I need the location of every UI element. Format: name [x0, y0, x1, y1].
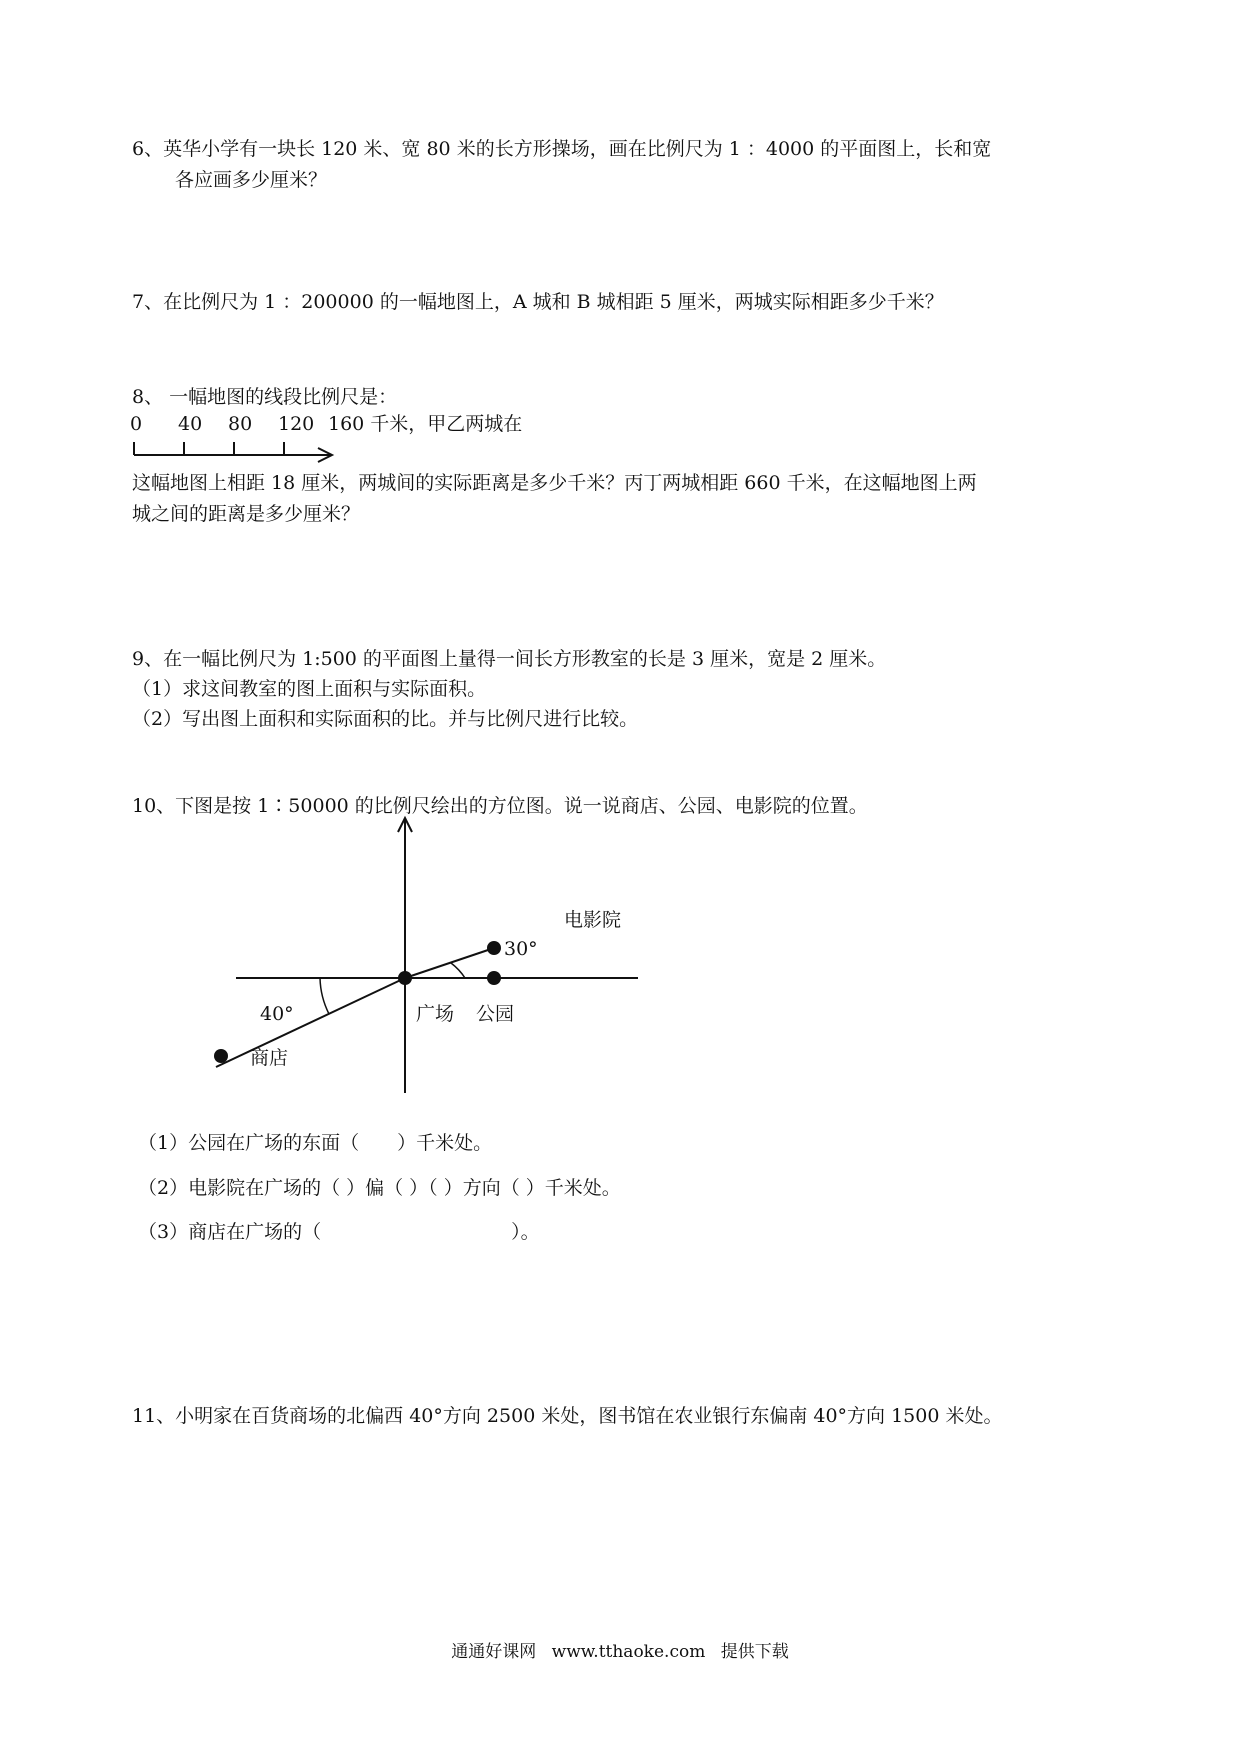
question-6-line-1: 6、英华小学有一块长 120 米、宽 80 米的长方形操场，画在比例尺为 1 ：4000 的平面图上，长和宽	[132, 138, 992, 160]
question-10-sub-2: （2）电影院在广场的（ ）偏（ ）（ ）方向（ ）千米处。	[138, 1177, 621, 1199]
footer-url[interactable]: www.tthaoke.com	[551, 1642, 706, 1662]
footer-suffix: 提供下载	[720, 1642, 789, 1662]
question-9: 9、在一幅比例尺为 1:500 的平面图上量得一间长方形教室的长是 3 厘米，宽是 2 厘米。	[132, 648, 887, 670]
question-11: 11、小明家在百货商场的北偏西 40°方向 2500 米处，图书馆在农业银行东偏南 40°方向 1500 米处。	[132, 1405, 1003, 1427]
square-label: 广场	[416, 1003, 455, 1025]
scale-tick-label-40: 40	[178, 413, 203, 435]
question-8-intro: 8、 一幅地图的线段比例尺是：	[132, 386, 398, 408]
scale-tick-label-80: 80	[228, 413, 253, 435]
park-point	[487, 971, 501, 985]
question-6-line-2: 各应画多少厘米？	[175, 169, 328, 191]
question-7: 7、在比例尺为 1 ：200000 的一幅地图上，A 城和 B 城相距 5 厘米，两城实际相距多少千米？	[132, 291, 944, 313]
question-8-line-3: 城之间的距离是多少厘米？	[132, 503, 361, 525]
question-9-sub-2: （2）写出图上面积和实际面积的比。并与比例尺进行比较。	[132, 708, 639, 730]
scale-end-label: 160 千米，甲乙两城在	[328, 413, 523, 435]
shop-angle-label: 40°	[260, 1003, 294, 1025]
scale-tick-label-0: 0	[130, 413, 143, 435]
cinema-label: 电影院	[564, 909, 622, 931]
cinema-angle-label: 30°	[504, 938, 538, 960]
question-10-sub-3: （3）商店在广场的（ ）。	[138, 1221, 540, 1243]
question-9-sub-1: （1）求这间教室的图上面积与实际面积。	[132, 678, 487, 700]
cinema-ray	[405, 948, 494, 978]
shop-label: 商店	[250, 1047, 289, 1069]
shop-angle-arc	[320, 978, 329, 1014]
scale-tick-label-120: 120	[278, 413, 315, 435]
page-footer	[0, 1640, 1240, 1664]
square-point	[398, 971, 412, 985]
direction-diagram	[200, 810, 760, 1110]
cinema-point	[487, 941, 501, 955]
question-8-line-2: 这幅地图上相距 18 厘米，两城间的实际距离是多少千米？丙丁两城相距 660 千米，在这幅地图上两	[132, 472, 977, 494]
shop-ray	[216, 978, 405, 1067]
footer-site-name: 通通好课网	[451, 1642, 537, 1662]
question-10-sub-1: （1）公园在广场的东面（ ）千米处。	[138, 1132, 493, 1154]
question-10: 10、下图是按 1∶50000 的比例尺绘出的方位图。说一说商店、公园、电影院的位置。	[132, 795, 868, 817]
cinema-angle-arc	[451, 963, 465, 978]
line-scale-bar	[120, 405, 540, 465]
shop-point	[214, 1049, 228, 1063]
park-label: 公园	[476, 1003, 515, 1025]
